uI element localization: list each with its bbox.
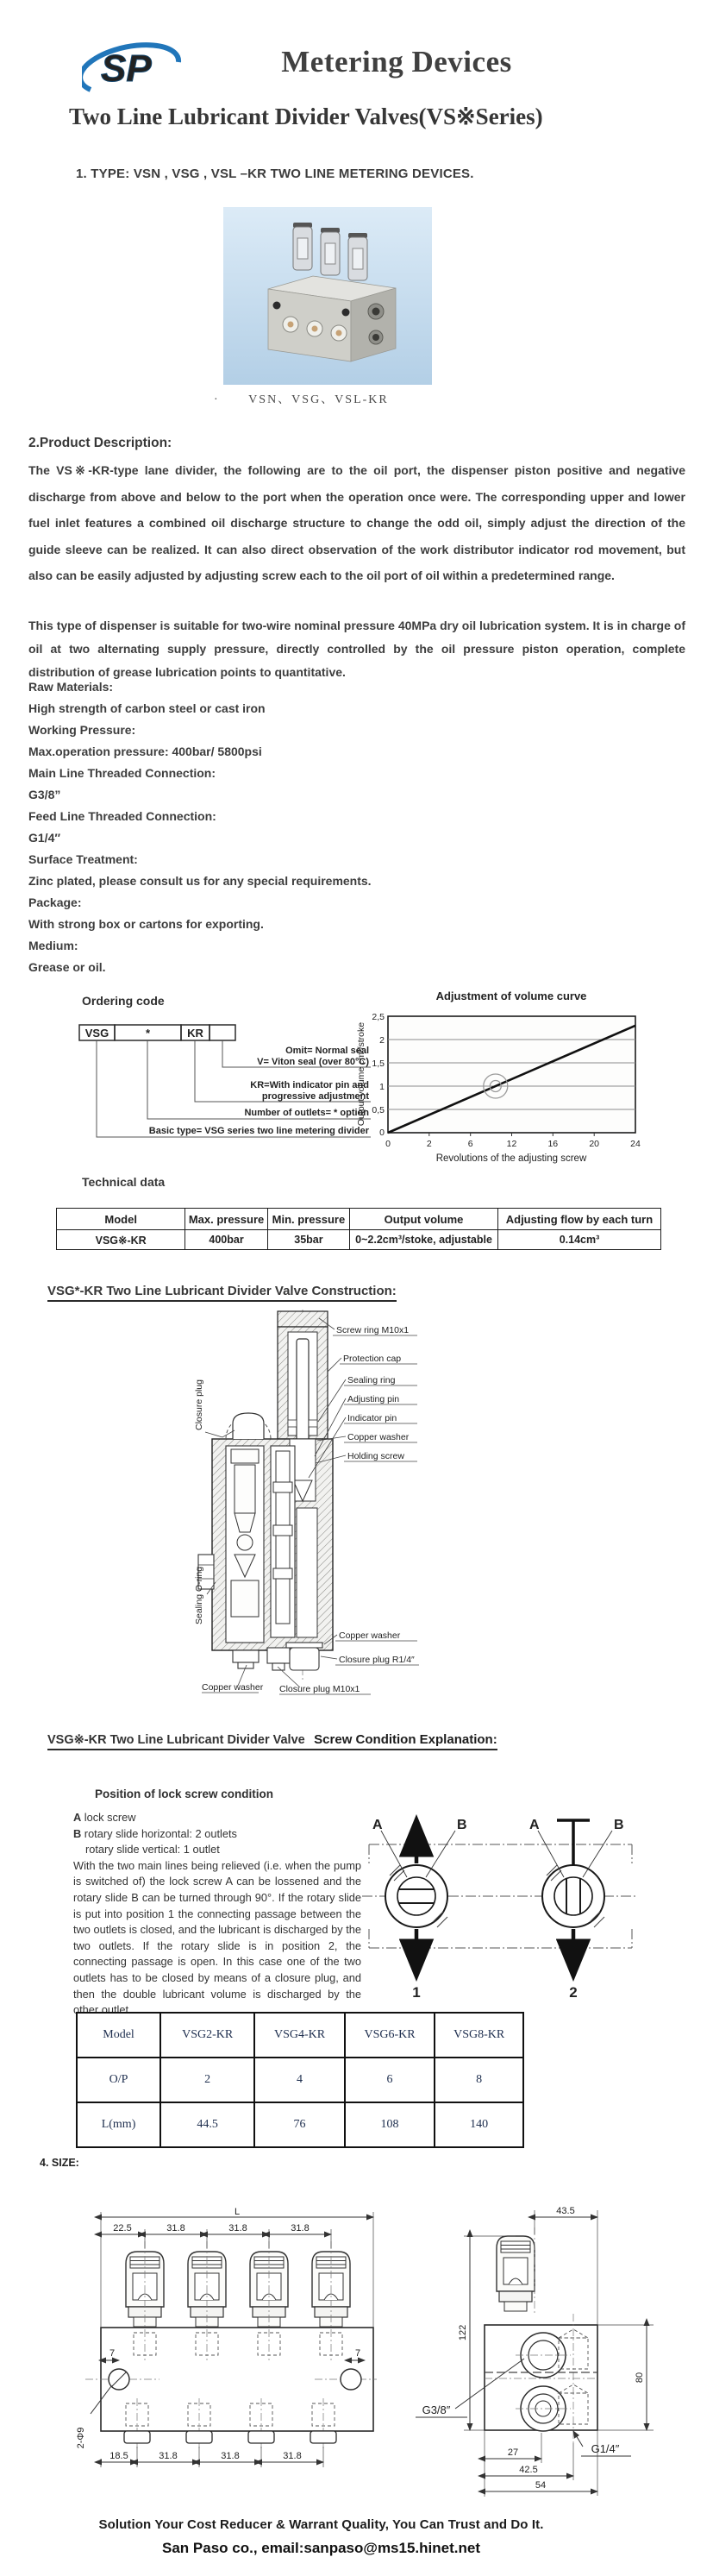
construction-heading: VSG*-KR Two Line Lubricant Divider Valve Construction:	[47, 1284, 397, 1302]
svg-text:2,5: 2,5	[372, 1012, 385, 1022]
dim-80: 80	[635, 2372, 645, 2384]
page-title: Metering Devices	[281, 45, 512, 79]
svg-text:31.8: 31.8	[159, 2451, 178, 2461]
construction-diagram	[188, 1310, 422, 1724]
right-bore	[297, 1508, 317, 1637]
length-vsg2: 44.5	[160, 2102, 254, 2147]
label-kr-2: progressive adjustment	[261, 1091, 369, 1102]
label-copper-washer-bottom: Copper washer	[202, 1682, 264, 1693]
position-diagrams-graphic	[362, 1803, 638, 2006]
label-basic-type: Basic type= VSG series two line metering divider	[148, 1126, 369, 1136]
chart-ylabel: Output volume cm³/stroke	[356, 1021, 366, 1127]
heading-part2: Screw Condition Explanation:	[314, 1732, 497, 1747]
logo-text: SP	[101, 47, 152, 90]
svg-text:0: 0	[379, 1128, 385, 1138]
sealing-ring-part2	[309, 1420, 317, 1427]
svg-text:20: 20	[589, 1139, 600, 1149]
col-output-volume: Output volume	[350, 1209, 498, 1230]
svg-text:1: 1	[379, 1082, 385, 1092]
model-header-row	[77, 2013, 523, 2058]
svg-text:31.8: 31.8	[228, 2223, 247, 2234]
bottom-outlets	[124, 2431, 336, 2443]
spec-line: Working Pressure:	[28, 723, 136, 737]
svg-text:12: 12	[506, 1139, 517, 1149]
table-header-row	[57, 1209, 661, 1230]
spec-line: Main Line Threaded Connection:	[28, 766, 216, 780]
length-vsg4: 76	[254, 2102, 345, 2147]
position-1-number: 1	[412, 1984, 421, 2001]
caption-bullet: ·	[214, 393, 220, 406]
label-sealing-ring: Sealing ring	[347, 1375, 396, 1385]
table-row	[57, 1230, 661, 1250]
label-seal-omit: Omit= Normal seal	[285, 1046, 369, 1056]
svg-text:22.5: 22.5	[113, 2223, 132, 2234]
product-photo	[223, 207, 432, 385]
size-heading: 4. SIZE:	[40, 2157, 79, 2169]
type-line: 1. TYPE: VSN , VSG , VSL –KR TWO LINE METERING DEVICES.	[76, 166, 474, 181]
label-closure-plug: Closure plug	[194, 1379, 204, 1430]
screw-condition-heading-wrap	[47, 1732, 497, 1748]
svg-text:31.8: 31.8	[221, 2451, 240, 2461]
spec-line: Feed Line Threaded Connection:	[28, 809, 216, 823]
cell-min-pressure: 35bar	[267, 1230, 349, 1250]
closure-plug-part	[233, 1413, 264, 1439]
svg-text:16: 16	[547, 1139, 559, 1149]
ordering-code-graphic	[73, 1018, 375, 1143]
label-seal-viton: V= Viton seal (over 80°C)	[257, 1057, 369, 1067]
footer-slogan: Solution Your Cost Reducer & Warrant Quality, You Can Trust and Do It.	[98, 2517, 544, 2532]
construction-heading-wrap	[47, 1284, 397, 1299]
col-model: Model	[57, 1209, 185, 1230]
x-tick-labels	[385, 1139, 641, 1149]
legend-b-key: B	[73, 1826, 82, 1840]
description-heading: 2.Product Description:	[28, 436, 172, 450]
side-cap	[497, 2236, 535, 2311]
thread-feed-label: G1/4″	[591, 2442, 620, 2455]
label-holding-screw: Holding screw	[347, 1451, 404, 1461]
ordering-box-kr: KR	[187, 1027, 203, 1040]
model-col-header: Model	[77, 2013, 160, 2058]
length-vsg8: 140	[435, 2102, 523, 2147]
legend-a-key: A	[73, 1811, 82, 1824]
legend-a	[73, 1810, 361, 1826]
label-a1: A	[372, 1818, 383, 1832]
spec-line: G3/8”	[28, 788, 61, 801]
dim-L: L	[234, 2207, 241, 2217]
chart-title: Adjustment of volume curve	[435, 990, 587, 1002]
dim-right-7: 7	[354, 2348, 361, 2359]
label-protection-cap: Protection cap	[343, 1354, 402, 1364]
svg-text:6: 6	[467, 1139, 473, 1149]
col-max-pressure: Max. pressure	[185, 1209, 267, 1230]
dim-43-5: 43.5	[556, 2206, 575, 2216]
op-vsg8: 8	[435, 2058, 523, 2102]
dim-122: 122	[458, 2324, 468, 2341]
y-tick-labels	[372, 1012, 385, 1138]
volume-curve-graphic	[352, 988, 713, 1169]
svg-text:2: 2	[426, 1139, 432, 1149]
ordering-code-title: Ordering code	[82, 994, 165, 1008]
col-adjusting-flow: Adjusting flow by each turn	[497, 1209, 660, 1230]
front-view-drawing	[73, 2207, 384, 2485]
ordering-code-diagram	[73, 1018, 375, 1143]
svg-text:1,5: 1,5	[372, 1059, 385, 1069]
product-photo-graphic	[223, 207, 432, 385]
model-vsg2: VSG2-KR	[160, 2013, 254, 2058]
position-1-diagram	[372, 1818, 467, 2001]
svg-text:31.8: 31.8	[283, 2451, 302, 2461]
op-vsg6: 6	[345, 2058, 435, 2102]
label-closure-plug-r14: Closure plug R1/4″	[339, 1655, 415, 1665]
spec-line: Max.operation pressure: 400bar/ 5800psi	[28, 745, 262, 758]
position-2-diagram	[529, 1818, 624, 2001]
op-row	[77, 2058, 523, 2102]
screw-condition-body: With the two main lines being relieved (i.e. when the pump is switched of) the lock screw A can be lossened and the rotary slide B can be turned through 90°. If the rotary slide is put into position 1 the connecting passage between the two outlets is closed, and the lubricant is discharged by the two outlets. If the rotary slide is in position 2, the connecting passage is open. In this case one of the two outlets has to be closed by means of a closure plug, and then the double lubricant volume is discharged by the other outlet.	[73, 1858, 361, 2017]
dim-left-7: 7	[109, 2348, 116, 2359]
spec-line: Grease or oil.	[28, 960, 106, 974]
volume-curve-chart	[352, 988, 713, 1169]
sp-logo	[82, 36, 190, 107]
spec-line: Package:	[28, 895, 82, 909]
sp-logo-graphic	[82, 36, 190, 107]
block-right-face	[351, 288, 396, 361]
spec-line: Raw Materials:	[28, 680, 114, 694]
length-vsg6: 108	[345, 2102, 435, 2147]
model-vsg8: VSG8-KR	[435, 2013, 523, 2058]
label-closure-plug-m10: Closure plug M10x1	[279, 1684, 360, 1694]
chart-xlabel: Revolutions of the adjusting screw	[435, 1153, 587, 1164]
technical-data-table	[56, 1208, 661, 1250]
spec-line: Medium:	[28, 939, 78, 952]
label-indicator-pin: Indicator pin	[347, 1413, 397, 1423]
label-b1: B	[457, 1818, 467, 1832]
footer-contact: San Paso co., email:sanpaso@ms15.hinet.net	[162, 2540, 480, 2556]
model-vsg4: VSG4-KR	[254, 2013, 345, 2058]
col-min-pressure: Min. pressure	[267, 1209, 349, 1230]
legend-b	[73, 1826, 361, 1843]
length-row	[77, 2102, 523, 2147]
technical-data-title: Technical data	[82, 1175, 166, 1189]
side-view-graphic	[414, 2202, 711, 2499]
spec-line: Zinc plated, please consult us for any special requirements.	[28, 874, 372, 888]
svg-text:31.8: 31.8	[166, 2223, 185, 2234]
svg-text:0: 0	[385, 1139, 391, 1149]
legend-b-text: rotary slide horizontal: 2 outlets	[81, 1826, 237, 1840]
spec-line: With strong box or cartons for exporting.	[28, 917, 264, 931]
caption-text: VSN、VSG、VSL-KR	[248, 393, 389, 406]
sealing-ring-part	[288, 1420, 297, 1427]
ordering-box-basic: VSG	[84, 1027, 109, 1040]
front-view-graphic	[73, 2207, 384, 2485]
cell-max-pressure: 400bar	[185, 1230, 267, 1250]
plot-area	[388, 1016, 635, 1133]
label-kr-1: KR=With indicator pin and	[250, 1080, 369, 1090]
photo-caption	[214, 390, 472, 407]
spec-line: G1/4″	[28, 831, 61, 845]
label-outlets: Number of outlets= * option	[244, 1108, 369, 1118]
op-vsg4: 4	[254, 2058, 345, 2102]
svg-text:31.8: 31.8	[291, 2223, 310, 2234]
spec-list	[28, 680, 685, 982]
svg-text:24: 24	[630, 1139, 641, 1149]
model-vsg6: VSG6-KR	[345, 2013, 435, 2058]
description-para2: This type of dispenser is suitable for two-wire nominal pressure 40MPa dry oil lubrication system. It is in charge of oil at two alternating supply pressure, directly controlled by the oil pressure piston operation, complete distribution of grease lubrication points to quantitative.	[28, 619, 685, 679]
spec-line: High strength of carbon steel or cast iron	[28, 701, 266, 715]
ordering-box-outlets: *	[145, 1027, 151, 1040]
thread-main-label: G3/8″	[422, 2403, 451, 2416]
dim-holes: 2-Φ9	[76, 2427, 86, 2449]
screw-condition-heading	[47, 1732, 497, 1750]
label-copper-washer-top: Copper washer	[347, 1432, 410, 1442]
cell-output-volume: 0~2.2cm³/stoke, adjustable	[350, 1230, 498, 1250]
construction-graphic	[188, 1310, 422, 1724]
position-diagrams	[362, 1803, 638, 2006]
position-title: Position of lock screw condition	[95, 1787, 274, 1800]
cell-model: VSG※-KR	[57, 1230, 185, 1250]
svg-text:42.5: 42.5	[519, 2465, 538, 2475]
middle-rod	[273, 1451, 292, 1624]
screw-condition-text	[73, 1810, 361, 2019]
length-label: L(mm)	[77, 2102, 160, 2147]
op-vsg2: 2	[160, 2058, 254, 2102]
model-table	[76, 2012, 524, 2148]
heading-part1: VSG※-KR Two Line Lubricant Divider Valve	[47, 1733, 305, 1747]
svg-text:54: 54	[535, 2480, 547, 2491]
svg-text:18.5: 18.5	[109, 2451, 128, 2461]
svg-text:27: 27	[507, 2447, 519, 2458]
spec-line: Surface Treatment:	[28, 852, 138, 866]
cell-adjusting-flow: 0.14cm³	[497, 1230, 660, 1250]
description-para1: The VS※-KR-type lane divider, the following are to the oil port, the dispenser piston positive and negative discharge from above and below to the port when the operation once were. The corresponding upper and lower fuel inlet features a combined oil discharge structure to change the odd oil, simply adjust the direction of the guide sleeve can be realized. It can also direct observation of the work distributor indicator rod movement, but also can be easily adjusted by adjusting screw each to the oil port of oil within a predetermined range.	[28, 463, 685, 582]
svg-text:0,5: 0,5	[372, 1105, 385, 1115]
label-copper-washer-right: Copper washer	[339, 1630, 401, 1641]
legend-a-text: lock screw	[81, 1811, 136, 1824]
legend-b2: rotary slide vertical: 1 outlet	[85, 1843, 220, 1857]
position-2-number: 2	[569, 1984, 578, 2001]
label-b2: B	[614, 1818, 624, 1832]
label-sealing-o-ring: Sealing O-ring	[194, 1566, 204, 1624]
op-label: O/P	[77, 2058, 160, 2102]
page-subtitle: Two Line Lubricant Divider Valves(VS※Series)	[69, 104, 543, 129]
svg-text:2: 2	[379, 1035, 385, 1046]
label-screw-ring: Screw ring M10x1	[336, 1325, 410, 1335]
label-adjusting-pin: Adjusting pin	[347, 1394, 400, 1404]
label-a2: A	[529, 1818, 540, 1832]
side-view-drawing	[414, 2202, 711, 2499]
